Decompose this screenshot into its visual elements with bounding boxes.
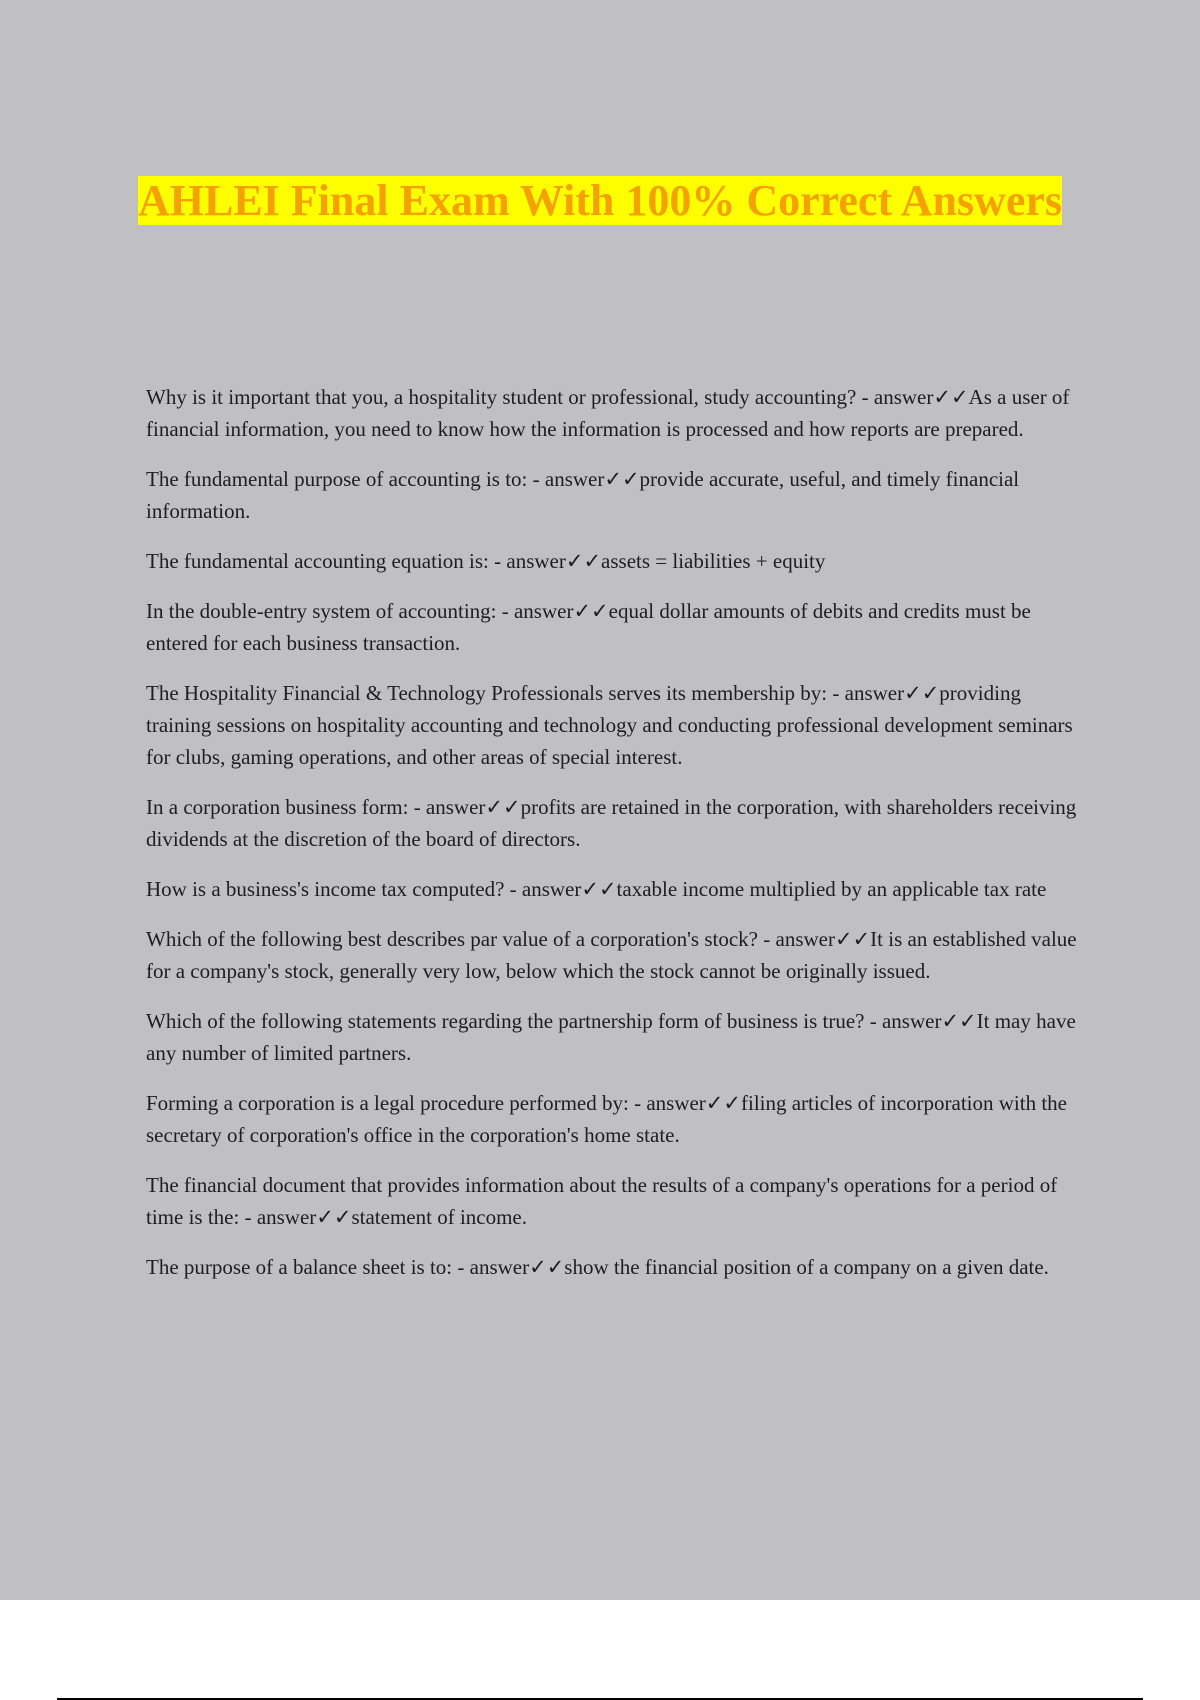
title-block [0, 170, 1200, 231]
qa-item: The Hospitality Financial & Technology Professionals serves its membership by: - answer✓✓providing training sessions on hospitality accounting and technology and conducting professional development seminars for clubs, gaming operations, and other areas of special interest. [146, 681, 1073, 769]
qa-item: The fundamental purpose of accounting is to: - answer✓✓provide accurate, useful, and timely financial information. [146, 467, 1020, 523]
qa-item: In the double-entry system of accounting: - answer✓✓equal dollar amounts of debits and credits must be entered for each business transaction. [146, 599, 1031, 655]
qa-list [146, 381, 1086, 1301]
qa-item: Which of the following statements regarding the partnership form of business is true? - answer✓✓It may have any number of limited partners. [146, 1009, 1076, 1065]
qa-item: The purpose of a balance sheet is to: - answer✓✓show the financial position of a company on a given date. [146, 1255, 1049, 1279]
qa-item: The fundamental accounting equation is: - answer✓✓assets = liabilities + equity [146, 549, 826, 573]
qa-item: Forming a corporation is a legal procedure performed by: - answer✓✓filing articles of incorporation with the secretary of corporation's office in the corporation's home state. [146, 1091, 1067, 1147]
qa-item: The financial document that provides information about the results of a company's operations for a period of time is the: - answer✓✓statement of income. [146, 1173, 1058, 1229]
document-title: AHLEI Final Exam With 100% Correct Answers [137, 176, 1063, 225]
qa-item: Why is it important that you, a hospitality student or professional, study accounting? - answer✓✓As a user of financial information, you need to know how the information is processed and how reports are prepared. [146, 385, 1070, 441]
qa-item: How is a business's income tax computed? - answer✓✓taxable income multiplied by an applicable tax rate [146, 877, 1047, 901]
qa-item: In a corporation business form: - answer✓✓profits are retained in the corporation, with shareholders receiving dividends at the discretion of the board of directors. [146, 795, 1077, 851]
qa-item: Which of the following best describes par value of a corporation's stock? - answer✓✓It is an established value for a company's stock, generally very low, below which the stock cannot be originally issued. [146, 927, 1077, 983]
